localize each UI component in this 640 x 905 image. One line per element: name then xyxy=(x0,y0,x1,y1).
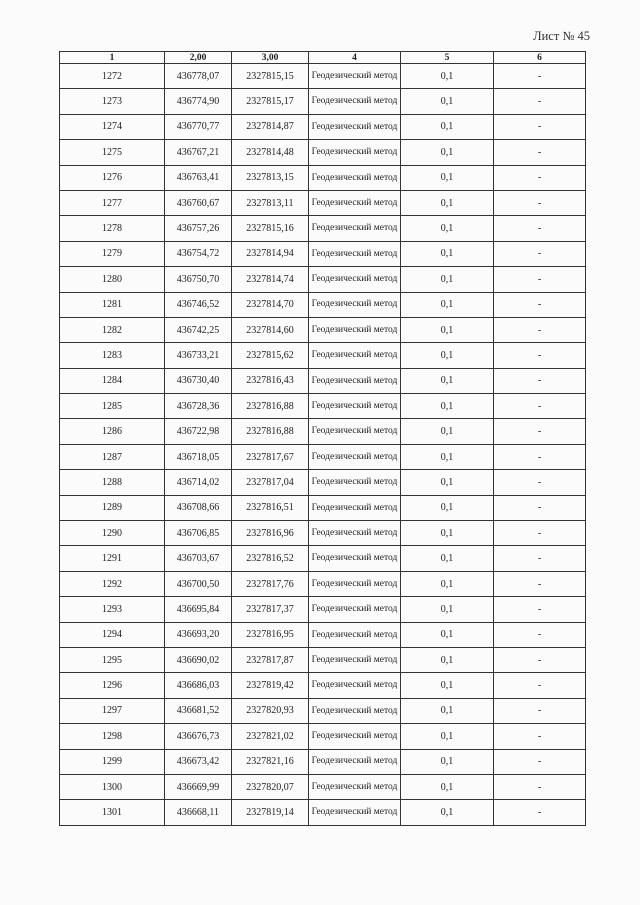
point-number-cell: 1294 xyxy=(60,622,165,647)
note-cell: - xyxy=(494,394,586,419)
note-cell: - xyxy=(494,546,586,571)
method-cell: Геодезический метод xyxy=(309,394,401,419)
column-header: 1 xyxy=(60,52,165,64)
method-cell: Геодезический метод xyxy=(309,622,401,647)
header-row xyxy=(60,52,586,64)
y-coordinate-cell: 2327813,15 xyxy=(232,165,309,190)
x-coordinate-cell: 436722,98 xyxy=(165,419,232,444)
y-coordinate-cell: 2327816,96 xyxy=(232,521,309,546)
point-number-cell: 1289 xyxy=(60,495,165,520)
method-cell: Геодезический метод xyxy=(309,292,401,317)
table-row xyxy=(60,597,586,622)
y-coordinate-cell: 2327813,11 xyxy=(232,190,309,215)
y-coordinate-cell: 2327814,94 xyxy=(232,241,309,266)
point-number-cell: 1291 xyxy=(60,546,165,571)
point-number-cell: 1296 xyxy=(60,673,165,698)
note-cell: - xyxy=(494,419,586,444)
x-coordinate-cell: 436714,02 xyxy=(165,470,232,495)
accuracy-cell: 0,1 xyxy=(401,190,494,215)
method-cell: Геодезический метод xyxy=(309,241,401,266)
note-cell: - xyxy=(494,114,586,139)
point-number-cell: 1301 xyxy=(60,800,165,825)
x-coordinate-cell: 436718,05 xyxy=(165,444,232,469)
note-cell: - xyxy=(494,597,586,622)
note-cell: - xyxy=(494,800,586,825)
note-cell: - xyxy=(494,165,586,190)
x-coordinate-cell: 436676,73 xyxy=(165,724,232,749)
y-coordinate-cell: 2327816,88 xyxy=(232,419,309,444)
note-cell: - xyxy=(494,444,586,469)
method-cell: Геодезический метод xyxy=(309,647,401,672)
point-number-cell: 1275 xyxy=(60,140,165,165)
note-cell: - xyxy=(494,216,586,241)
method-cell: Геодезический метод xyxy=(309,317,401,342)
accuracy-cell: 0,1 xyxy=(401,216,494,241)
table-row xyxy=(60,394,586,419)
accuracy-cell: 0,1 xyxy=(401,394,494,419)
accuracy-cell: 0,1 xyxy=(401,368,494,393)
table-row xyxy=(60,495,586,520)
method-cell: Геодезический метод xyxy=(309,724,401,749)
table-row xyxy=(60,419,586,444)
accuracy-cell: 0,1 xyxy=(401,495,494,520)
point-number-cell: 1280 xyxy=(60,267,165,292)
table-row xyxy=(60,724,586,749)
x-coordinate-cell: 436778,07 xyxy=(165,64,232,89)
note-cell: - xyxy=(494,749,586,774)
x-coordinate-cell: 436730,40 xyxy=(165,368,232,393)
y-coordinate-cell: 2327817,87 xyxy=(232,647,309,672)
method-cell: Геодезический метод xyxy=(309,343,401,368)
method-cell: Геодезический метод xyxy=(309,190,401,215)
x-coordinate-cell: 436695,84 xyxy=(165,597,232,622)
table-header xyxy=(60,52,586,64)
note-cell: - xyxy=(494,698,586,723)
y-coordinate-cell: 2327816,51 xyxy=(232,495,309,520)
x-coordinate-cell: 436669,99 xyxy=(165,774,232,799)
accuracy-cell: 0,1 xyxy=(401,444,494,469)
point-number-cell: 1290 xyxy=(60,521,165,546)
table-row xyxy=(60,571,586,596)
note-cell: - xyxy=(494,343,586,368)
y-coordinate-cell: 2327814,60 xyxy=(232,317,309,342)
accuracy-cell: 0,1 xyxy=(401,241,494,266)
point-number-cell: 1283 xyxy=(60,343,165,368)
x-coordinate-cell: 436668,11 xyxy=(165,800,232,825)
x-coordinate-cell: 436757,26 xyxy=(165,216,232,241)
note-cell: - xyxy=(494,724,586,749)
x-coordinate-cell: 436686,03 xyxy=(165,673,232,698)
table-row xyxy=(60,647,586,672)
point-number-cell: 1284 xyxy=(60,368,165,393)
accuracy-cell: 0,1 xyxy=(401,419,494,444)
x-coordinate-cell: 436774,90 xyxy=(165,89,232,114)
note-cell: - xyxy=(494,190,586,215)
table-row xyxy=(60,190,586,215)
accuracy-cell: 0,1 xyxy=(401,470,494,495)
accuracy-cell: 0,1 xyxy=(401,114,494,139)
accuracy-cell: 0,1 xyxy=(401,292,494,317)
x-coordinate-cell: 436708,66 xyxy=(165,495,232,520)
note-cell: - xyxy=(494,241,586,266)
sheet-number: Лист № 45 xyxy=(533,29,590,43)
point-number-cell: 1288 xyxy=(60,470,165,495)
table-row xyxy=(60,673,586,698)
table-row xyxy=(60,165,586,190)
x-coordinate-cell: 436706,85 xyxy=(165,521,232,546)
method-cell: Геодезический метод xyxy=(309,521,401,546)
table-row xyxy=(60,267,586,292)
table-row xyxy=(60,444,586,469)
accuracy-cell: 0,1 xyxy=(401,317,494,342)
y-coordinate-cell: 2327814,48 xyxy=(232,140,309,165)
y-coordinate-cell: 2327819,14 xyxy=(232,800,309,825)
x-coordinate-cell: 436690,02 xyxy=(165,647,232,672)
point-number-cell: 1286 xyxy=(60,419,165,444)
y-coordinate-cell: 2327817,67 xyxy=(232,444,309,469)
x-coordinate-cell: 436742,25 xyxy=(165,317,232,342)
method-cell: Геодезический метод xyxy=(309,673,401,698)
x-coordinate-cell: 436746,52 xyxy=(165,292,232,317)
note-cell: - xyxy=(494,368,586,393)
table-row xyxy=(60,368,586,393)
method-cell: Геодезический метод xyxy=(309,114,401,139)
accuracy-cell: 0,1 xyxy=(401,774,494,799)
accuracy-cell: 0,1 xyxy=(401,647,494,672)
y-coordinate-cell: 2327819,42 xyxy=(232,673,309,698)
point-number-cell: 1281 xyxy=(60,292,165,317)
accuracy-cell: 0,1 xyxy=(401,343,494,368)
y-coordinate-cell: 2327815,17 xyxy=(232,89,309,114)
y-coordinate-cell: 2327817,04 xyxy=(232,470,309,495)
x-coordinate-cell: 436754,72 xyxy=(165,241,232,266)
accuracy-cell: 0,1 xyxy=(401,267,494,292)
table-body xyxy=(60,64,586,826)
y-coordinate-cell: 2327815,62 xyxy=(232,343,309,368)
point-number-cell: 1298 xyxy=(60,724,165,749)
point-number-cell: 1285 xyxy=(60,394,165,419)
note-cell: - xyxy=(494,267,586,292)
method-cell: Геодезический метод xyxy=(309,444,401,469)
accuracy-cell: 0,1 xyxy=(401,546,494,571)
point-number-cell: 1273 xyxy=(60,89,165,114)
point-number-cell: 1287 xyxy=(60,444,165,469)
x-coordinate-cell: 436733,21 xyxy=(165,343,232,368)
method-cell: Геодезический метод xyxy=(309,571,401,596)
table-row xyxy=(60,698,586,723)
table-row xyxy=(60,343,586,368)
y-coordinate-cell: 2327817,76 xyxy=(232,571,309,596)
method-cell: Геодезический метод xyxy=(309,216,401,241)
accuracy-cell: 0,1 xyxy=(401,622,494,647)
method-cell: Геодезический метод xyxy=(309,597,401,622)
method-cell: Геодезический метод xyxy=(309,140,401,165)
table-row xyxy=(60,622,586,647)
point-number-cell: 1297 xyxy=(60,698,165,723)
method-cell: Геодезический метод xyxy=(309,774,401,799)
method-cell: Геодезический метод xyxy=(309,800,401,825)
note-cell: - xyxy=(494,622,586,647)
x-coordinate-cell: 436760,67 xyxy=(165,190,232,215)
point-number-cell: 1278 xyxy=(60,216,165,241)
method-cell: Геодезический метод xyxy=(309,698,401,723)
column-header: 6 xyxy=(494,52,586,64)
y-coordinate-cell: 2327814,70 xyxy=(232,292,309,317)
point-number-cell: 1274 xyxy=(60,114,165,139)
point-number-cell: 1292 xyxy=(60,571,165,596)
y-coordinate-cell: 2327817,37 xyxy=(232,597,309,622)
coordinates-table xyxy=(59,51,586,826)
y-coordinate-cell: 2327820,93 xyxy=(232,698,309,723)
method-cell: Геодезический метод xyxy=(309,470,401,495)
point-number-cell: 1300 xyxy=(60,774,165,799)
method-cell: Геодезический метод xyxy=(309,165,401,190)
column-header: 5 xyxy=(401,52,494,64)
table-row xyxy=(60,114,586,139)
point-number-cell: 1299 xyxy=(60,749,165,774)
note-cell: - xyxy=(494,521,586,546)
note-cell: - xyxy=(494,317,586,342)
y-coordinate-cell: 2327815,15 xyxy=(232,64,309,89)
table-row xyxy=(60,292,586,317)
note-cell: - xyxy=(494,647,586,672)
table-row xyxy=(60,216,586,241)
y-coordinate-cell: 2327816,95 xyxy=(232,622,309,647)
method-cell: Геодезический метод xyxy=(309,64,401,89)
table-row xyxy=(60,317,586,342)
y-coordinate-cell: 2327821,02 xyxy=(232,724,309,749)
note-cell: - xyxy=(494,470,586,495)
point-number-cell: 1272 xyxy=(60,64,165,89)
point-number-cell: 1279 xyxy=(60,241,165,266)
accuracy-cell: 0,1 xyxy=(401,749,494,774)
column-header: 3,00 xyxy=(232,52,309,64)
accuracy-cell: 0,1 xyxy=(401,89,494,114)
method-cell: Геодезический метод xyxy=(309,419,401,444)
point-number-cell: 1282 xyxy=(60,317,165,342)
note-cell: - xyxy=(494,774,586,799)
table-row xyxy=(60,749,586,774)
column-header: 4 xyxy=(309,52,401,64)
method-cell: Геодезический метод xyxy=(309,89,401,114)
accuracy-cell: 0,1 xyxy=(401,521,494,546)
note-cell: - xyxy=(494,292,586,317)
accuracy-cell: 0,1 xyxy=(401,140,494,165)
table-row xyxy=(60,521,586,546)
note-cell: - xyxy=(494,89,586,114)
x-coordinate-cell: 436693,20 xyxy=(165,622,232,647)
point-number-cell: 1276 xyxy=(60,165,165,190)
table-row xyxy=(60,89,586,114)
y-coordinate-cell: 2327814,74 xyxy=(232,267,309,292)
x-coordinate-cell: 436767,21 xyxy=(165,140,232,165)
x-coordinate-cell: 436763,41 xyxy=(165,165,232,190)
y-coordinate-cell: 2327816,88 xyxy=(232,394,309,419)
x-coordinate-cell: 436681,52 xyxy=(165,698,232,723)
accuracy-cell: 0,1 xyxy=(401,800,494,825)
point-number-cell: 1277 xyxy=(60,190,165,215)
note-cell: - xyxy=(494,140,586,165)
y-coordinate-cell: 2327816,43 xyxy=(232,368,309,393)
table-row xyxy=(60,470,586,495)
method-cell: Геодезический метод xyxy=(309,267,401,292)
column-header: 2,00 xyxy=(165,52,232,64)
accuracy-cell: 0,1 xyxy=(401,571,494,596)
x-coordinate-cell: 436673,42 xyxy=(165,749,232,774)
accuracy-cell: 0,1 xyxy=(401,724,494,749)
method-cell: Геодезический метод xyxy=(309,749,401,774)
x-coordinate-cell: 436700,50 xyxy=(165,571,232,596)
y-coordinate-cell: 2327814,87 xyxy=(232,114,309,139)
y-coordinate-cell: 2327821,16 xyxy=(232,749,309,774)
y-coordinate-cell: 2327816,52 xyxy=(232,546,309,571)
x-coordinate-cell: 436750,70 xyxy=(165,267,232,292)
table-row xyxy=(60,774,586,799)
y-coordinate-cell: 2327815,16 xyxy=(232,216,309,241)
accuracy-cell: 0,1 xyxy=(401,165,494,190)
method-cell: Геодезический метод xyxy=(309,495,401,520)
note-cell: - xyxy=(494,673,586,698)
table-row xyxy=(60,241,586,266)
x-coordinate-cell: 436703,67 xyxy=(165,546,232,571)
table-row xyxy=(60,64,586,89)
y-coordinate-cell: 2327820,07 xyxy=(232,774,309,799)
x-coordinate-cell: 436728,36 xyxy=(165,394,232,419)
point-number-cell: 1295 xyxy=(60,647,165,672)
table-row xyxy=(60,546,586,571)
accuracy-cell: 0,1 xyxy=(401,698,494,723)
accuracy-cell: 0,1 xyxy=(401,673,494,698)
note-cell: - xyxy=(494,495,586,520)
table-row xyxy=(60,140,586,165)
method-cell: Геодезический метод xyxy=(309,546,401,571)
table-row xyxy=(60,800,586,825)
x-coordinate-cell: 436770,77 xyxy=(165,114,232,139)
note-cell: - xyxy=(494,64,586,89)
accuracy-cell: 0,1 xyxy=(401,597,494,622)
note-cell: - xyxy=(494,571,586,596)
point-number-cell: 1293 xyxy=(60,597,165,622)
method-cell: Геодезический метод xyxy=(309,368,401,393)
accuracy-cell: 0,1 xyxy=(401,64,494,89)
